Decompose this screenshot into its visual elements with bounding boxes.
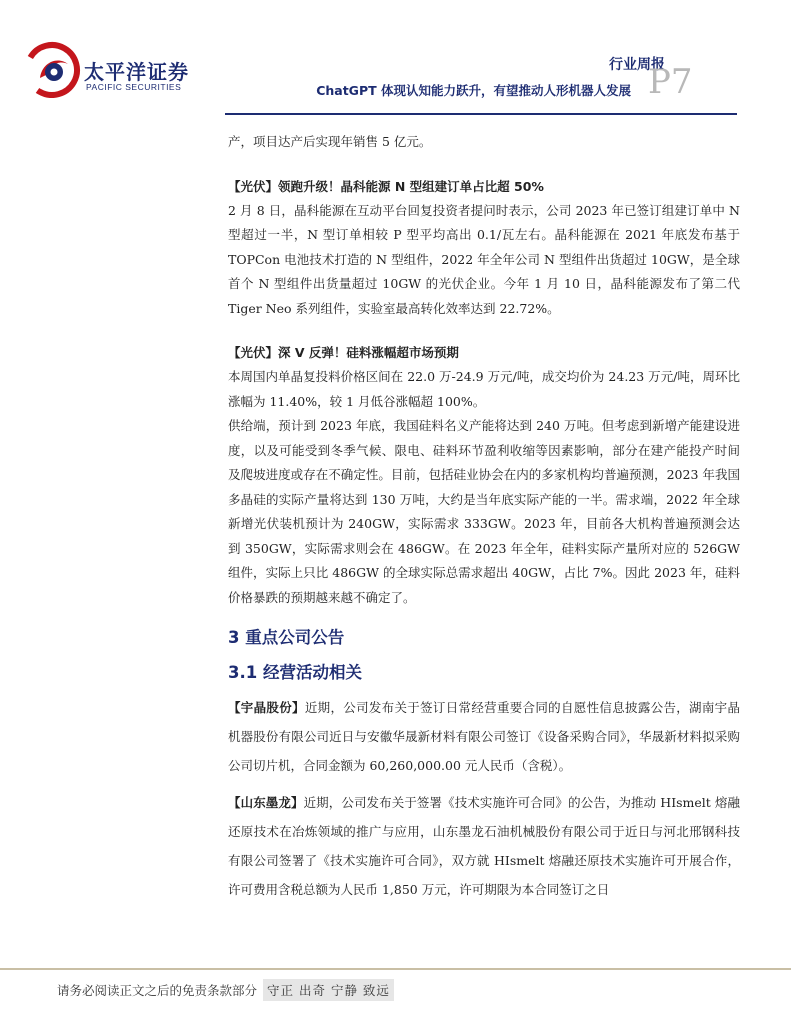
company-announcement (228, 693, 740, 780)
logo-text-cn: 太平洋证券 (84, 60, 189, 84)
disclaimer-text: 请务必阅读正文之后的免责条款部分 (57, 983, 258, 998)
company-announcement (228, 788, 740, 904)
pacific-securities-logo-icon (22, 38, 82, 98)
chapter-title: 3 重点公司公告 (228, 628, 345, 647)
header-divider (225, 113, 737, 115)
announcement-text: 近期，公司发布关于签署《技术实施许可合同》的公告，为推动 HIsmelt 熔融还原技术在冶炼领域的推广与应用，山东墨龙石油机械股份有限公司于近日与河北邢钢科技有限公司签署了《技术实施许可合同》，双方就 HIsmelt 熔融还原技术实施许可开展合作，许可费用含税总额为人民币 1,850 万元，许可期限为本合同签订之日 (228, 795, 740, 897)
subsection-title: 3.1 经营活动相关 (228, 663, 362, 682)
footer-divider (0, 968, 791, 970)
company-motto: 守正 出奇 宁静 致远 (263, 979, 394, 1001)
page-footer (57, 979, 394, 1001)
company-name: 【山东墨龙】 (228, 795, 304, 810)
main-content (228, 130, 740, 904)
logo-text-en: PACIFIC SECURITIES (86, 82, 182, 92)
page-header (0, 0, 791, 120)
announcement-text: 近期，公司发布关于签订日常经营重要合同的自愿性信息披露公告，湖南宇晶机器股份有限公司近日与安徽华晟新材料有限公司签订《设备采购合同》，华晟新材料拟采购公司切片机，合同金额为 60,260,000.00 元人民币（含税）。 (228, 700, 740, 773)
section-text-silicon-price: 本周国内单晶复投料价格区间在 22.0 万-24.9 万元/吨，成交均价为 24.23 万元/吨，周环比涨幅为 11.40%，较 1 月低谷涨幅超 100%。 (228, 369, 740, 409)
report-title: ChatGPT 体现认知能力跃升，有望推动人形机器人发展 (316, 83, 631, 98)
intro-line: 产，项目达产后实现年销售 5 亿元。 (228, 134, 432, 149)
company-name: 【宇晶股份】 (228, 700, 305, 715)
section-heading-pv-upgrade: 【光伏】领跑升级！晶科能源 N 型组建订单占比超 50% (228, 178, 544, 194)
section-text-supply-demand: 供给端，预计到 2023 年底，我国硅料名义产能将达到 240 万吨。但考虑到新增产能建设进度，以及可能受到冬季气候、限电、硅料环节盈利收缩等因素影响，部分在建产能投产时间及爬坡进度或存在不确定性。目前，包括硅业协会在内的多家机构均普遍预测，2023 年我国多晶硅的实际产量将达到 130 万吨，大约是当年底实际产能的一半。需求端，2022 年全球新增光伏装机预计为 240GW，实际需求 333GW。2023 年，目前各大机构普遍预测会达到 350GW，实际需求则会在 486GW。在 2023 年全年，硅料实际产量所对应的 526GW 组件，实际上只比 486GW 的全球实际总需求超出 40GW，占比 7%。因此 2023 年，硅料价格暴跌的预期越来越不确定了。 (228, 418, 740, 605)
section-text-pv-upgrade: 2 月 8 日，晶科能源在互动平台回复投资者提问时表示，公司 2023 年已签订组建订单中 N 型超过一半，N 型订单相较 P 型平均高出 0.1/瓦左右。晶科能源在 2021 年底发布基于 TOPCon 电池技术打造的 N 型组件，2022 年全年公司 N 型组件出货超过 10GW，是全球首个 N 型组件出货量超过 10GW 的光伏企业。今年 1 月 10 日，晶科能源发布了第二代 Tiger Neo 系列组件，实验室最高转化效率达到 22.72%。 (228, 202, 740, 316)
page-number: P7 (648, 62, 693, 102)
report-category: 行业周报 (609, 57, 665, 73)
section-heading-silicon-rebound: 【光伏】深 V 反弹！硅料涨幅超市场预期 (228, 345, 459, 360)
